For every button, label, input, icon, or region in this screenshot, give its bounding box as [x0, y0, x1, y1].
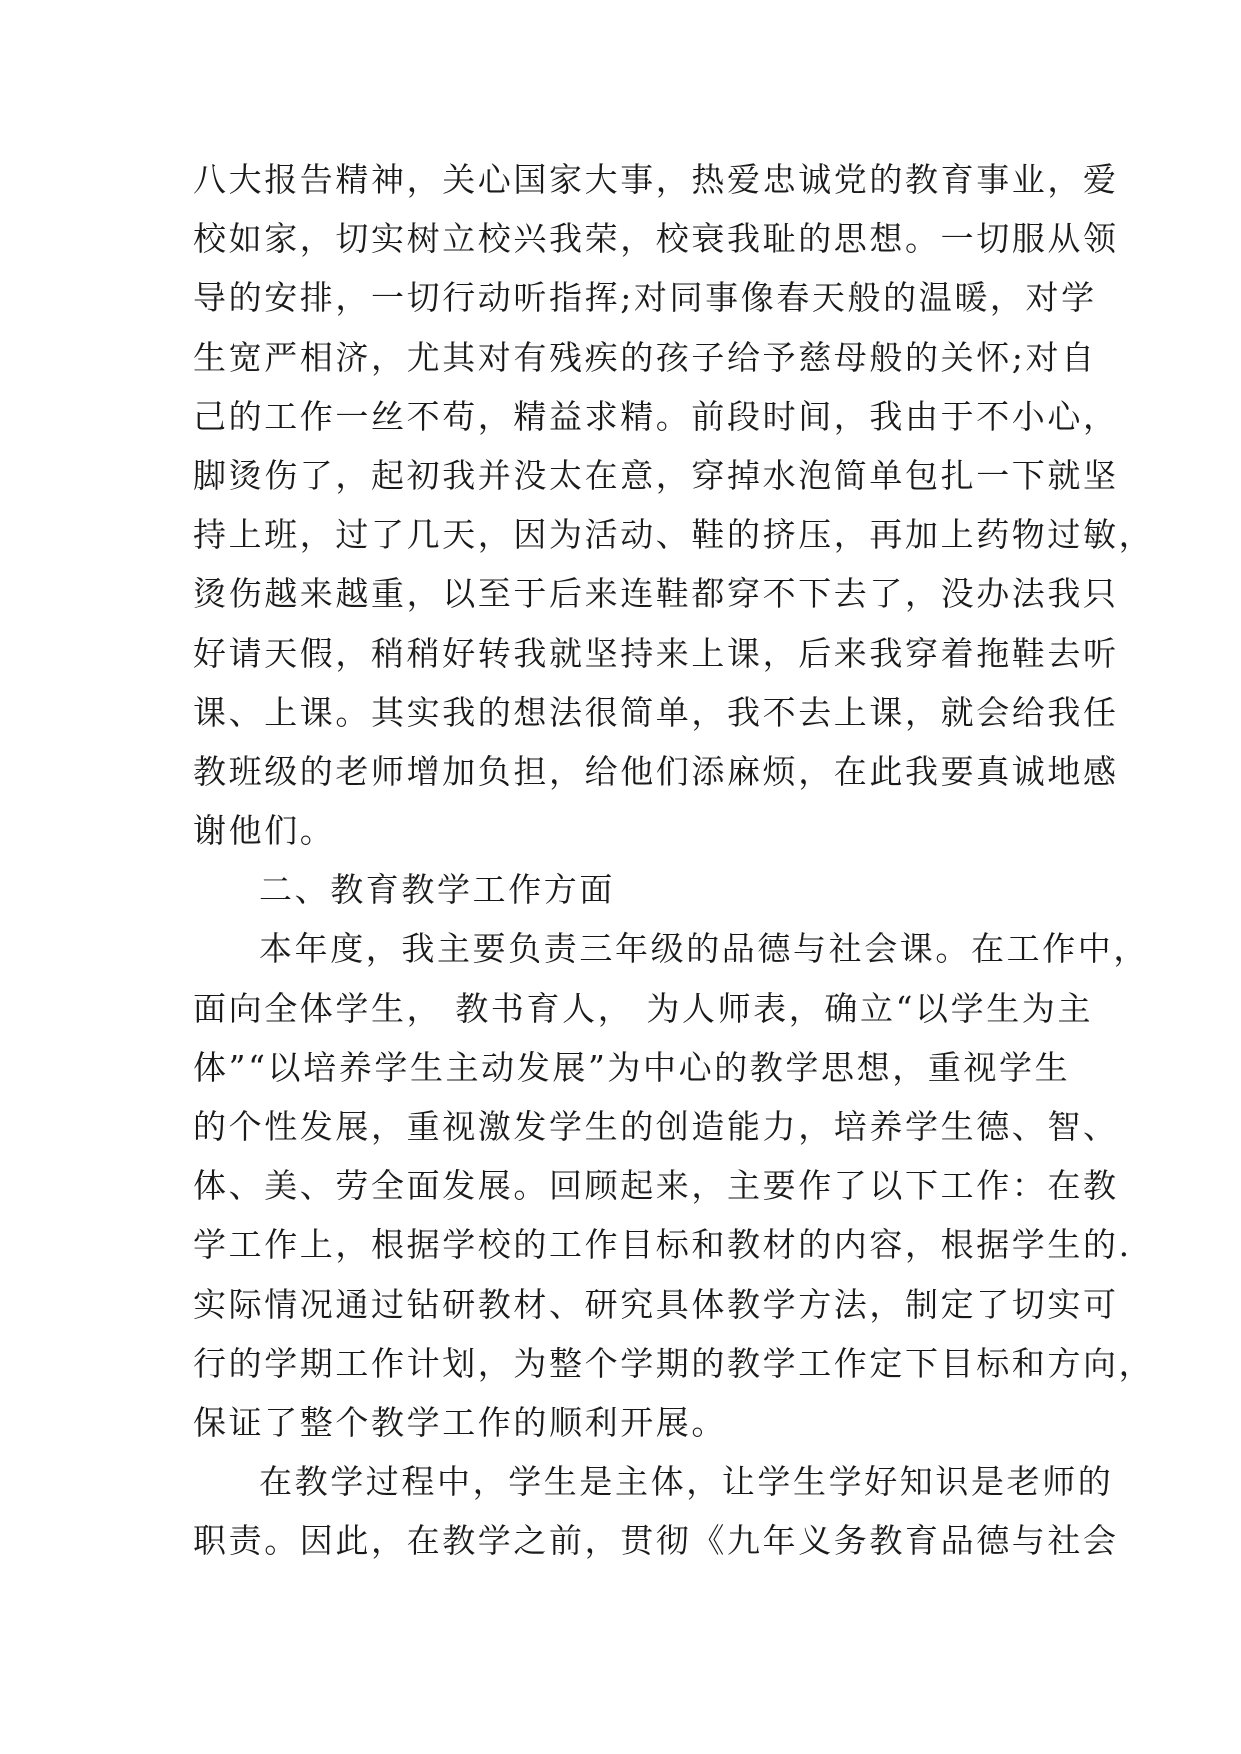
text-line: 校如家，切实树立校兴我荣，校衰我耻的思想。一切服从领 [193, 219, 1119, 259]
text-line: 实际情况通过钻研教材、研究具体教学方法，制定了切实可 [193, 1284, 1119, 1324]
text-line: 学工作上，根据学校的工作目标和教材的内容，根据学生的. [193, 1225, 1132, 1265]
text-line: 好请天假，稍稍好转我就坚持来上课，后来我穿着拖鞋去听 [193, 633, 1119, 673]
section-heading: 二、教育教学工作方面 [259, 870, 615, 910]
text-line: 烫伤越来越重，以至于后来连鞋都穿不下去了，没办法我只 [193, 574, 1119, 614]
text-line: 教班级的老师增加负担，给他们添麻烦，在此我要真诚地感 [193, 751, 1119, 791]
text-line: 己的工作一丝不苟，精益求精。前段时间，我由于不小心， [193, 396, 1119, 436]
text-line: 导的安排，一切行动听指挥;对同事像春天般的温暖，对学 [193, 278, 1097, 318]
text-line: 体、美、劳全面发展。回顾起来，主要作了以下工作：在教 [193, 1166, 1119, 1206]
text-line: 生宽严相济，尤其对有残疾的孩子给予慈母般的关怀;对自 [193, 337, 1097, 377]
text-line: 本年度，我主要负责三年级的品德与社会课。在工作中， [259, 929, 1149, 969]
text-line: 面向全体学生， 教书育人， 为人师表，确立“以学生为主 [193, 988, 1094, 1028]
text-line: 保证了整个教学工作的顺利开展。 [193, 1402, 727, 1442]
text-line: 持上班，过了几天，因为活动、鞋的挤压，再加上药物过敏， [193, 515, 1155, 555]
text-line: 八大报告精神，关心国家大事，热爱忠诚党的教育事业，爱 [193, 160, 1119, 199]
text-line: 行的学期工作计划，为整个学期的教学工作定下目标和方向， [193, 1343, 1155, 1383]
text-line: 谢他们。 [193, 811, 336, 851]
body-text [193, 150, 1155, 1571]
text-line: 在教学过程中，学生是主体，让学生学好知识是老师的 [259, 1462, 1114, 1502]
text-line: 体”“以培养学生主动发展”为中心的教学思想，重视学生 [193, 1047, 1071, 1087]
text-line: 的个性发展，重视激发学生的创造能力，培养学生德、智、 [193, 1107, 1119, 1146]
text-line: 课、上课。其实我的想法很简单，我不去上课，就会给我任 [193, 692, 1119, 732]
text-line: 脚烫伤了，起初我并没太在意，穿掉水泡简单包扎一下就坚 [193, 455, 1119, 495]
text-line: 职责。因此，在教学之前，贯彻《九年义务教育品德与社会 [193, 1521, 1119, 1561]
